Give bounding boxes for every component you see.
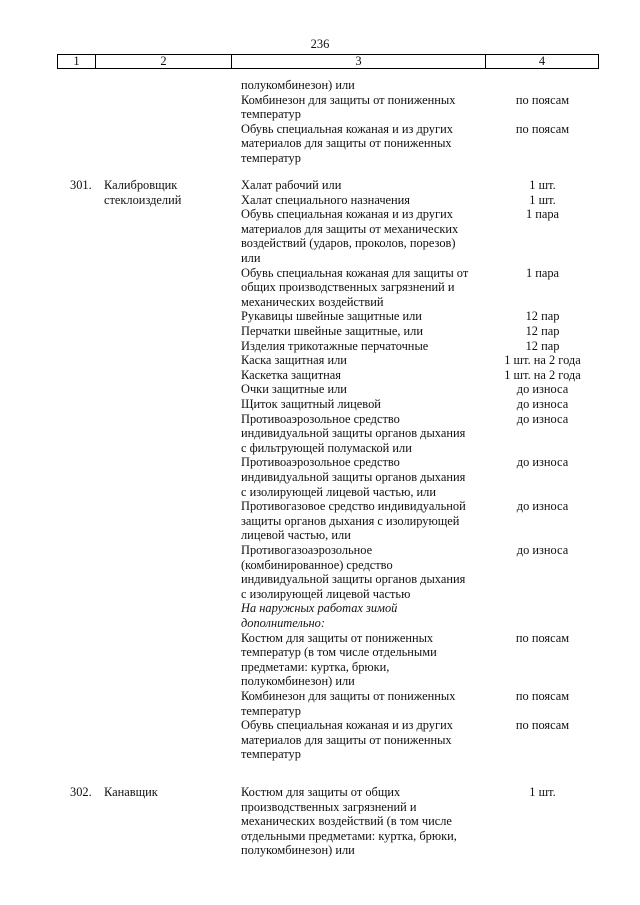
item-text-line: материалов для защиты от пониженных (241, 732, 452, 747)
item-text-line: материалов для защиты от механических (241, 221, 459, 236)
entry_301-item-text (241, 397, 486, 412)
entry_301-item-text (241, 601, 486, 630)
entry_301-item-text (241, 339, 486, 354)
item-text-line: температур (в том числе отдельными (241, 645, 437, 660)
entry_301-item-quantity: 1 шт. на 2 года (504, 367, 581, 382)
column-header-2: 2 (96, 55, 232, 68)
item-text-line: предметами: куртка, брюки, (241, 659, 390, 674)
item-text-line: Костюм для защиты от пониженных (241, 630, 434, 645)
continuation-item-text (241, 93, 486, 122)
entry_301-item-text (241, 353, 486, 368)
page-number: 236 (310, 37, 330, 51)
item-text-line: Халат специального назначения (241, 192, 411, 207)
item-text-line: или (241, 250, 261, 265)
profession-line: стеклоизделий (104, 192, 182, 207)
item-text-line: Изделия трикотажные перчаточные (241, 338, 429, 353)
column-header-4: 4 (538, 54, 546, 68)
item-text-line: защиты органов дыхания с изолирующей (241, 513, 460, 528)
entry_301-item-quantity: 1 шт. (529, 192, 556, 207)
item-text-line: Каскетка защитная (241, 367, 341, 382)
item-text-line: механических воздействий (241, 294, 384, 309)
item-text-line: общих производственных загрязнений и (241, 280, 455, 295)
item-text-line: Обувь специальная кожаная для защиты от (241, 265, 469, 280)
entry_301-item-text (241, 455, 486, 499)
item-text-line: Очки защитные или (241, 382, 347, 397)
entry_301-item-quantity: до износа (516, 411, 569, 426)
item-text-line: Обувь специальная кожаная и из других (241, 207, 453, 222)
item-text-line: с изолирующей лицевой частью (241, 586, 411, 601)
item-text-line: полукомбинезон) или (241, 78, 355, 92)
entry_301-item-text (241, 382, 486, 397)
entry_301-item-text (241, 543, 486, 601)
entry_301-item-text (241, 368, 486, 383)
item-text-line: Халат рабочий или (241, 178, 342, 192)
entry_301-item-quantity: до износа (516, 455, 569, 470)
entry_301-item-text (241, 193, 486, 208)
entry_302-item-text (241, 785, 486, 858)
profession-line: Канавщик (104, 785, 158, 799)
entry_301-item-quantity: до износа (516, 382, 569, 397)
item-text-line: температур (241, 107, 301, 122)
item-text-line: лицевой частью, или (241, 528, 351, 543)
entry_301-item-text (241, 207, 486, 265)
item-text-line: производственных загрязнений и (241, 799, 417, 814)
item-text-line: температур (241, 703, 301, 718)
entry_301-item-text (241, 631, 486, 689)
item-text-line: индивидуальной защиты органов дыхания (241, 469, 466, 484)
profession-line: Калибровщик (104, 178, 178, 192)
item-text-line: (комбинированное) средство (241, 557, 393, 572)
item-text-line: индивидуальной защиты органов дыхания (241, 572, 466, 587)
entry_301-item-quantity: по поясам (515, 630, 570, 645)
entry_301-number: 301. (70, 178, 92, 192)
column-header-3: 3 (232, 55, 486, 68)
entry_301-item-quantity: 1 пара (525, 207, 560, 222)
item-text-line: Противогазоаэрозольное (241, 543, 373, 557)
item-text-line: Щиток защитный лицевой (241, 397, 381, 411)
item-text-line: Комбинезон для защиты от пониженных (241, 92, 456, 107)
entry_301-item-quantity: 12 пар (525, 338, 560, 353)
entry_301-item-quantity: до износа (516, 499, 569, 514)
item-text-line: температур (241, 150, 301, 165)
entry_301-item-quantity: 12 пар (525, 324, 560, 338)
entry_302-item-quantity: 1 шт. (529, 785, 556, 799)
entry_301-profession (104, 178, 234, 207)
entry_301-item-text (241, 266, 486, 310)
entry_301-item-text (241, 412, 486, 456)
entry_301-item-quantity: 1 пара (525, 265, 560, 280)
entry_302-number: 302. (70, 785, 92, 799)
entry_301-item-quantity: по поясам (515, 689, 570, 703)
item-text-line: На наружных работах зимой (241, 601, 398, 616)
item-text-line: Рукавицы швейные защитные или (241, 309, 422, 324)
continuation-item-text (241, 122, 486, 166)
item-text-line: материалов для защиты от пониженных (241, 136, 452, 151)
item-text-line: Каска защитная или (241, 353, 347, 368)
item-text-line: механических воздействий (в том числе (241, 814, 452, 829)
item-text-line: Костюм для защиты от общих (241, 785, 401, 799)
item-text-line: Обувь специальная кожаная и из других (241, 121, 453, 136)
entry_302-profession (104, 785, 234, 800)
item-text-line: Перчатки швейные защитные, или (241, 324, 423, 338)
entry_301-item-quantity: по поясам (515, 718, 570, 733)
entry_301-item-text (241, 499, 486, 543)
entry_301-item-quantity: 1 шт. (529, 178, 556, 192)
entry_301-item-text (241, 324, 486, 339)
entry_301-item-text (241, 689, 486, 718)
continuation-item-quantity: по поясам (515, 92, 570, 107)
item-text-line: полукомбинезон) или (241, 674, 355, 689)
item-text-line: Обувь специальная кожаная и из других (241, 718, 453, 733)
entry_301-item-quantity: до износа (516, 397, 569, 411)
entry_301-item-text (241, 178, 486, 193)
item-text-line: температур (241, 747, 301, 762)
item-text-line: отдельными предметами: куртка, брюки, (241, 828, 457, 843)
continuation-item-text (241, 78, 486, 93)
continuation-item-quantity: по поясам (515, 121, 570, 136)
entry_301-item-quantity: до износа (516, 543, 569, 557)
table-header (57, 54, 599, 69)
item-text-line: воздействий (ударов, проколов, порезов) (241, 236, 456, 251)
entry_301-item-text (241, 309, 486, 324)
entry_301-item-text (241, 718, 486, 762)
entry_301-item-quantity: 1 шт. на 2 года (504, 353, 581, 368)
item-text-line: полукомбинезон) или (241, 843, 355, 858)
item-text-line: с изолирующей лицевой частью, или (241, 484, 436, 499)
item-text-line: Противоаэрозольное средство (241, 455, 400, 470)
column-header-1: 1 (58, 55, 96, 68)
item-text-line: Противогазовое средство индивидуальной (241, 499, 466, 514)
item-text-line: дополнительно: (241, 615, 325, 630)
item-text-line: индивидуальной защиты органов дыхания (241, 426, 466, 441)
item-text-line: Комбинезон для защиты от пониженных (241, 689, 456, 703)
entry_301-item-quantity: 12 пар (525, 309, 560, 324)
item-text-line: с фильтрующей полумаской или (241, 440, 412, 455)
item-text-line: Противоаэрозольное средство (241, 411, 400, 426)
